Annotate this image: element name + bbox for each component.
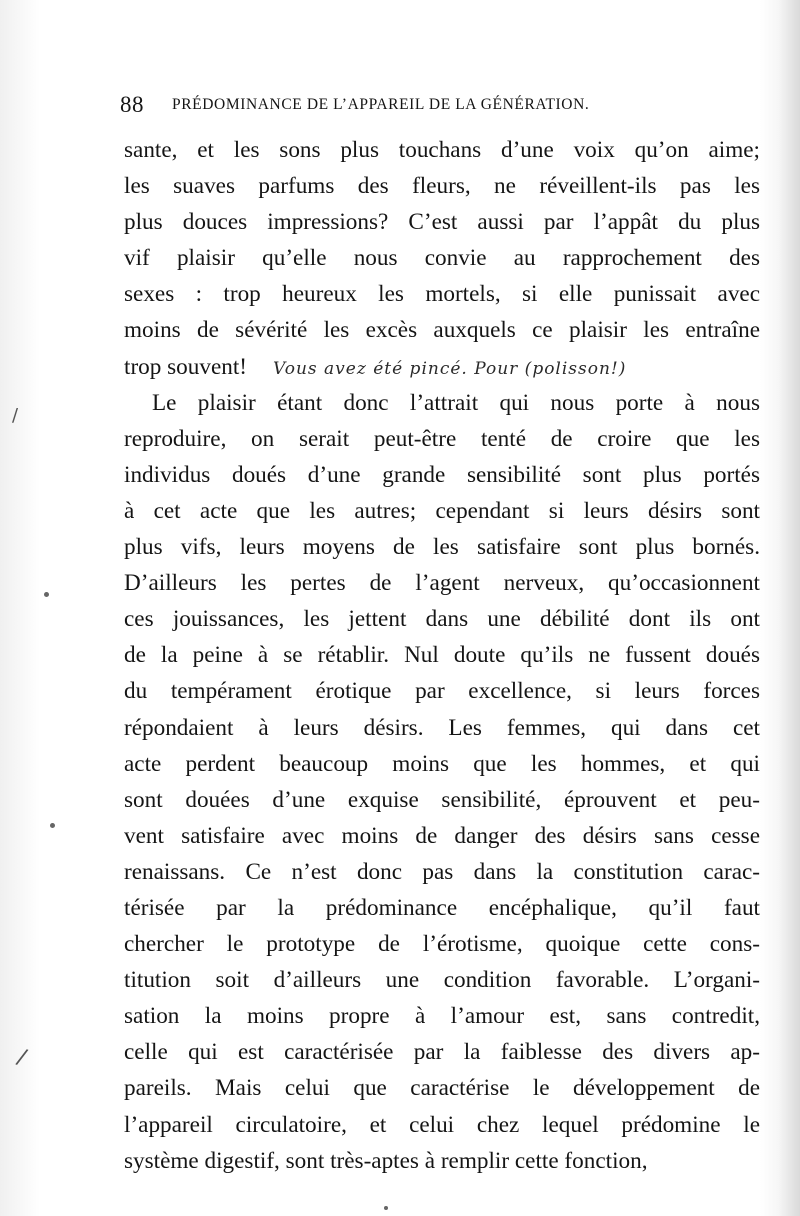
margin-pen-mark: / <box>13 1044 30 1071</box>
text-line: individus doués d’une grande sensibilité sont plus portés <box>124 461 760 488</box>
text-line: vif plaisir qu’elle nous convie au rapprochement des <box>124 245 760 272</box>
text-line: à cet acte que les autres; cependant si leurs désirs sont <box>124 497 760 524</box>
page-number: 88 <box>120 92 144 117</box>
body-text <box>124 132 760 1179</box>
ink-speck <box>44 592 49 597</box>
text-line: D’ailleurs les pertes de l’agent nerveux, qu’occasionnent <box>124 570 760 597</box>
text-line: moins de sévérité les excès auxquels ce plaisir les entraîne <box>124 317 760 344</box>
text-line: renaissans. Ce n’est donc pas dans la constitution carac- <box>124 858 760 885</box>
text-line-with-note <box>124 349 760 385</box>
text-line: pareils. Mais celui que caractérise le développement de <box>124 1075 760 1102</box>
paragraph-first-line: Le plaisir étant donc l’attrait qui nous porte à nous <box>152 389 760 416</box>
margin-pen-mark: / <box>12 405 19 426</box>
text-line: les suaves parfums des fleurs, ne réveillent-ils pas les <box>124 173 760 200</box>
text-line: l’appareil circulatoire, et celui chez lequel prédomine le <box>124 1111 760 1138</box>
text-line: plus douces impressions? C’est aussi par l’appât du plus <box>124 209 760 236</box>
text-line: chercher le prototype de l’érotisme, quoique cette cons- <box>124 931 760 958</box>
text-line: sante, et les sons plus touchans d’une voix qu’on aime; <box>124 137 760 163</box>
text-line: répondaient à leurs désirs. Les femmes, qui dans cet <box>124 714 760 741</box>
running-head <box>120 92 720 120</box>
text-line: sation la moins propre à l’amour est, sans contredit, <box>124 1003 760 1030</box>
text-line: sexes : trop heureux les mortels, si elle punissait avec <box>124 281 760 308</box>
handwritten-note: Vous avez été pincé. Pour (polisson!) <box>273 358 627 379</box>
text-line: vent satisfaire avec moins de danger des désirs sans cesse <box>124 822 760 849</box>
text-line: térisée par la prédominance encéphalique, qu’il faut <box>124 894 760 921</box>
text-line: celle qui est caractérisée par la faiblesse des divers ap- <box>124 1039 760 1066</box>
page-edge-shadow <box>778 0 800 1216</box>
text-line: ces jouissances, les jettent dans une débilité dont ils ont <box>124 606 760 633</box>
text-line: trop souvent! <box>124 353 248 380</box>
ink-speck <box>384 1206 388 1210</box>
text-line: système digestif, sont très-aptes à remplir cette fonction, <box>124 1147 648 1174</box>
running-title: PRÉDOMINANCE DE L’APPAREIL DE LA GÉNÉRATION. <box>172 96 590 113</box>
text-line: du tempérament érotique par excellence, si leurs forces <box>124 678 760 705</box>
text-line: sont douées d’une exquise sensibilité, éprouvent et peu- <box>124 786 760 813</box>
text-line: plus vifs, leurs moyens de les satisfaire sont plus bornés. <box>124 534 760 561</box>
ink-speck <box>50 823 55 828</box>
text-line: reproduire, on serait peut-être tenté de croire que les <box>124 425 760 452</box>
text-line: de la peine à se rétablir. Nul doute qu’ils ne fussent doués <box>124 642 760 669</box>
text-line: acte perdent beaucoup moins que les hommes, et qui <box>124 750 760 777</box>
text-line: titution soit d’ailleurs une condition favorable. L’organi- <box>124 967 760 994</box>
